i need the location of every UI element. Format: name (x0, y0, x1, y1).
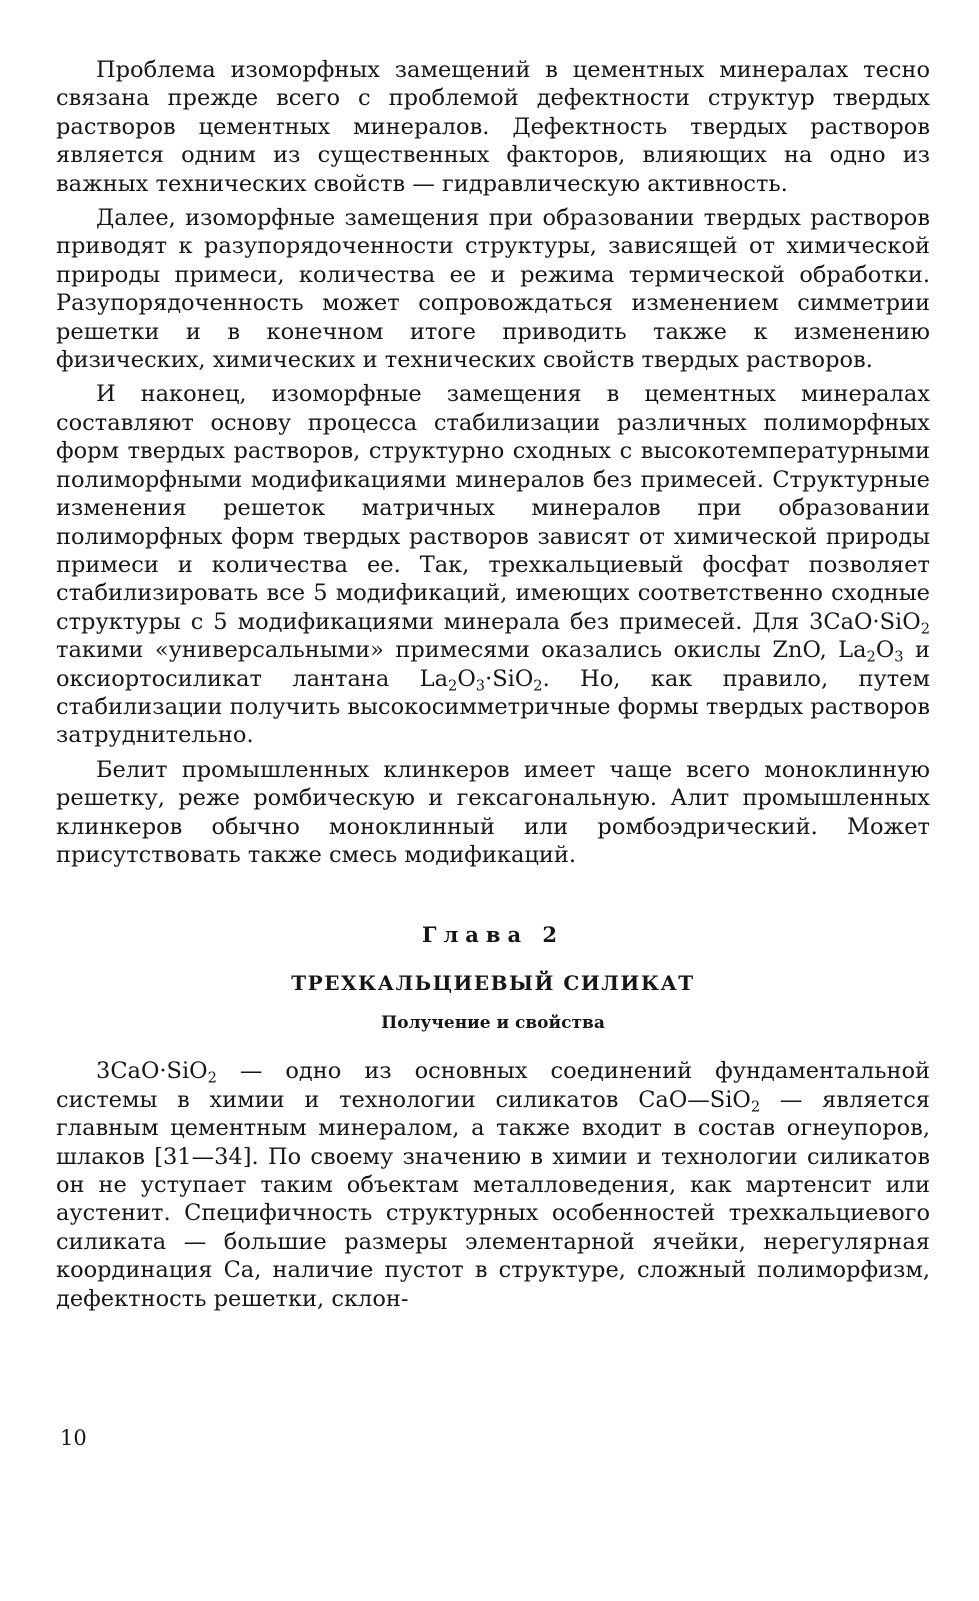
page-body (56, 56, 930, 1319)
subscript: 3 (894, 648, 904, 666)
paragraph (56, 1057, 930, 1313)
text-run: O (457, 665, 476, 692)
paragraph (56, 380, 930, 749)
paragraph (56, 204, 930, 374)
subscript: 2 (533, 676, 543, 694)
subscript: 2 (920, 620, 930, 638)
subscript: 2 (207, 1069, 217, 1087)
section-title: Получение и свойства (381, 1013, 605, 1034)
bottom-text-block (56, 1057, 930, 1313)
subscript: 3 (475, 676, 486, 694)
text-run: такими «универсальными» примесями оказались окислы ZnO, La (56, 637, 867, 664)
text-run: 3CaO·SiO (96, 1058, 208, 1085)
text-run: Далее, изоморфные замещения при образовании твердых растворов приводят к разупорядоченности структуры, зависящей от химической природы примеси, количества ее и режима термической обработки. Разупорядоченность может сопровождаться изменением симметрии решетки и в конечном итоге приводить также к изменению физических, химических и технических свойств твердых растворов. (56, 205, 930, 374)
chapter-title: ТРЕХКАЛЬЦИЕВЫЙ СИЛИКАТ (291, 971, 695, 996)
text-run: И наконец, изоморфные замещения в цементных минералах составляют основу процесса стабилизации различных полиморфных форм твердых растворов, структурно сходных с высокотемпературными полиморфными модификациями минералов без примесей. Структурные изменения решеток матричных минералов при образовании полиморфных форм твердых растворов зависят от химической природы примеси и количества ее. Так, трехкальциевый фосфат позволяет стабилизировать все 5 модификаций, имеющих соответственно сходные структуры с 5 модификациями минерала без примесей. Для 3CaO·SiO (56, 381, 930, 635)
text-run: ·SiO (485, 665, 534, 692)
text-run: и оксиортосиликат лантана La (56, 637, 930, 692)
text-run: — является главным цементным минералом, а также входит в состав огнеупоров, шлаков [31—34]. По своему значению в химии и технологии силикатов он не уступает таким объектам металловедения, как мартенсит или аустенит. Специфичность структурных особенностей трехкальциевого силиката — большие размеры элементарной ячейки, нерегулярная координация Ca, наличие пустот в структуре, сложный полиморфизм, дефектность решетки, склон- (56, 1086, 930, 1312)
text-run: . Но, как правило, путем стабилизации получить высокосимметричные формы твердых растворов затруднительно. (56, 665, 930, 749)
page-number: 10 (60, 1426, 87, 1450)
subscript: 2 (448, 676, 458, 694)
top-text-block (56, 56, 930, 869)
text-run: O (875, 637, 895, 664)
text-run: — одно из основных соединений фундаментальной системы в химии и технологии силикатов CaO—SiO (56, 1058, 930, 1113)
text-run: Белит промышленных клинкеров имеет чаще всего моноклинную решетку, реже ромбическую и гексагональную. Алит промышленных клинкеров обычно моноклинный или ромбоэдрический. Может присутствовать также смесь модификаций. (56, 756, 930, 868)
paragraph (56, 56, 930, 198)
paragraph (56, 756, 930, 870)
subscript: 2 (750, 1098, 761, 1116)
text-run: Проблема изоморфных замещений в цементных минералах тесно связана прежде всего с проблемой дефектности структур твердых растворов цементных минералов. Дефектность твердых растворов является одним из существенных факторов, влияющих на одно из важных технических свойств — гидравлическую активность. (56, 57, 930, 197)
subscript: 2 (866, 648, 876, 666)
chapter-label: Глава 2 (421, 922, 565, 948)
